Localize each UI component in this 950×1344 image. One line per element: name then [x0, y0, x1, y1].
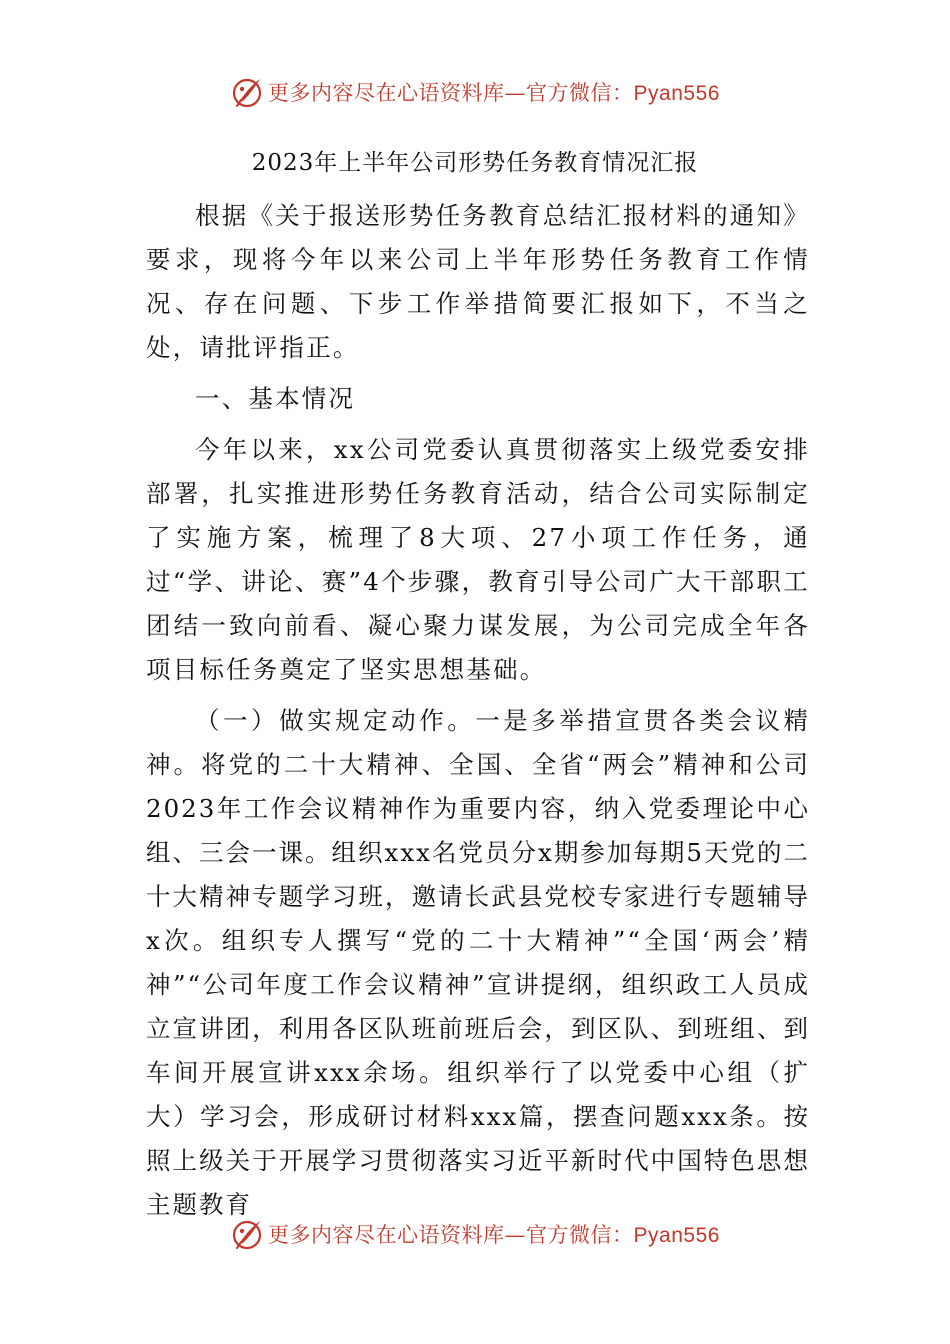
watermark-text: 更多内容尽在心语资料库—官方微信： [268, 81, 634, 105]
subsection-one-paragraph: （一）做实规定动作。一是多举措宣贯各类会议精神。将党的二十大精神、全国、全省“两会”精神和公司2023年工作会议精神作为重要内容，纳入党委理论中心组、三会一课。组织xxx名党员分x期参加每期5天党的二十大精神专题学习班，邀请长武县党校专家进行专题辅导x次。组织专人撰写“党的二十大精神”“全国‘两会’精神”“公司年度工作会议精神”宣讲提纲，组织政工人员成立宣讲团，利用各区队班前班后会，到区队、到班组、到车间开展宣讲xxx余场。组织举行了以党委中心组（扩大）学习会，形成研讨材料xxx篇，摆查问题xxx条。按照上级关于开展学习贯彻落实习近平新时代中国特色思想主题教育 [146, 706, 810, 1219]
watermark-text: 更多内容尽在心语资料库—官方微信： [268, 1223, 634, 1247]
section-heading-basic-situation: 一、基本情况 [195, 384, 356, 413]
watermark-wechat-id: Pyan556 [633, 82, 720, 105]
watermark-wechat-id: Pyan556 [633, 1224, 720, 1247]
document-body [146, 194, 810, 1227]
watermark-banner-top [0, 72, 950, 112]
intro-paragraph: 根据《关于报送形势任务教育总结汇报材料的通知》要求，现将今年以来公司上半年形势任务教育工作情况、存在问题、下步工作举措简要汇报如下，不当之处，请批评指正。 [146, 201, 810, 362]
basic-situation-paragraph: 今年以来，xx公司党委认真贯彻落实上级党委安排部署，扎实推进形势任务教育活动，结合公司实际制定了实施方案，梳理了8大项、27小项工作任务，通过“学、讲论、赛”4个步骤，教育引导公司广大干部职工团结一致向前看、凝心聚力谋发展，为公司完成全年各项目标任务奠定了坚实思想基础。 [146, 435, 810, 684]
quill-logo-icon [230, 75, 264, 109]
document-title: 2023年上半年公司形势任务教育情况汇报 [251, 150, 699, 176]
watermark-banner-bottom [0, 1214, 950, 1254]
quill-logo-icon [230, 1217, 264, 1251]
